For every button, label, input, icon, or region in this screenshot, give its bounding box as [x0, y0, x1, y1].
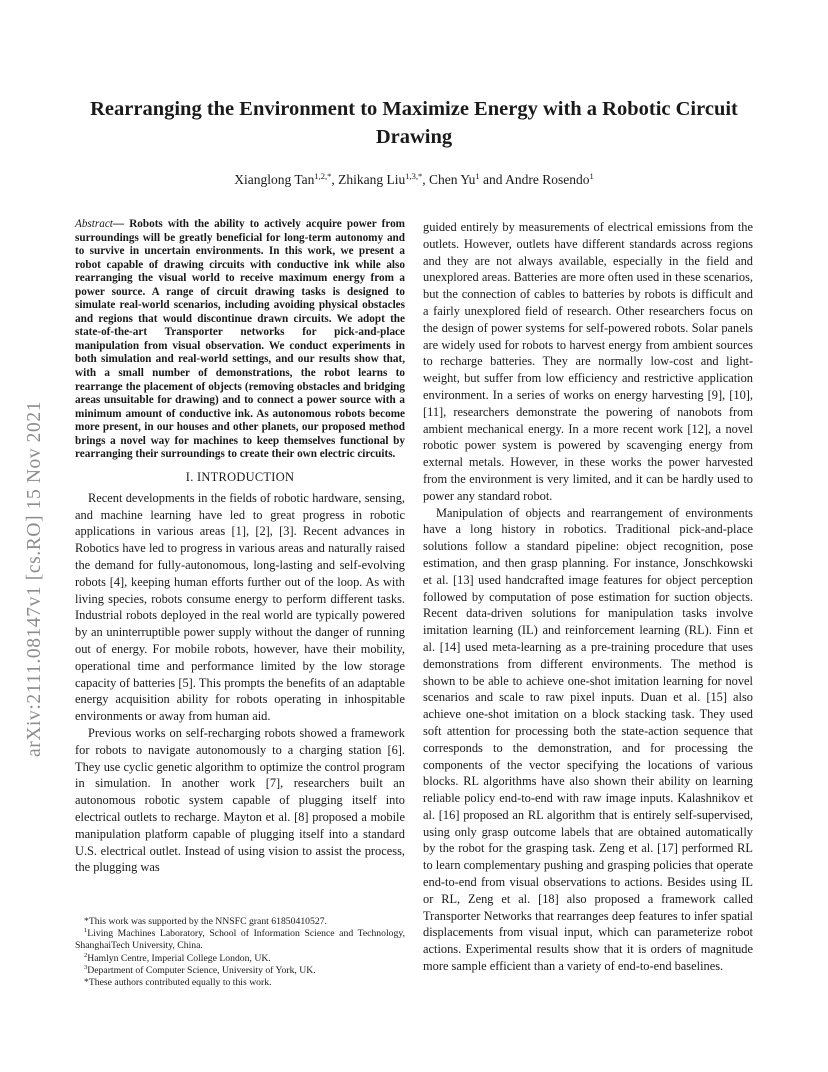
- footnote: [75, 916, 405, 928]
- body-paragraph: Recent developments in the fields of robotic hardware, sensing, and machine learning have led to great progress in robotic applications in various areas [1], [2], [3]. Recent advances in Robotics have led to progress in various areas and naturally raised the demand for fully-autonomous, long-lasting and self-evolving robots [4], keeping human efforts further out of the loop. As with living species, robots consume energy to perform different tasks. Industrial robots deployed in the real world are typically powered by an uninterruptible power supply without the danger of running out of energy. For mobile robots, however, have their mobility, operational time and performance limited by the low storage capacity of batteries [5]. This prompts the benefits of an adaptable energy acquisition ability for robots operating in inhospitable environments or away from human aid.: [75, 490, 405, 724]
- footnote-mark: 2: [84, 951, 88, 959]
- author-list: [70, 171, 758, 189]
- abstract: [75, 218, 405, 462]
- author-affiliation-mark: 1,3,*: [405, 171, 423, 181]
- footnote-text: Living Machines Laboratory, School of Information Science and Technology, ShanghaiTech University, China.: [75, 928, 405, 952]
- author-name: Zhikang Liu: [338, 172, 406, 187]
- footnote-text: *These authors contributed equally to this work.: [84, 977, 272, 989]
- footnote: [75, 928, 405, 952]
- abstract-lead: Abstract: [75, 218, 113, 230]
- author-affiliation-mark: 1: [589, 171, 594, 181]
- right-column: [423, 219, 753, 975]
- abstract-text: — Robots with the ability to actively acquire power from surroundings will be greatly beneficial for long-term autonomy and to survive in uncertain environments. In this work, we present a robot capable of drawing circuits with conductive ink while also rearranging the visual world to receive maximum energy from a power source. A range of circuit drawing tasks is designed to simulate real-world scenarios, including avoiding physical obstacles and regions that would discontinue drawn circuits. We adopt the state-of-the-art Transporter networks for pick-and-place manipulation from visual observation. We conduct experiments in both simulation and real-world settings, and our results show that, with a small number of demonstrations, the robot learns to rearrange the placement of objects (removing obstacles and bridging areas unsuitable for drawing) and to connect a power source with a minimum amount of conductive ink. As autonomous robots become more present, in our houses and other planets, our proposed method brings a novel way for machines to keep themselves functional by rearranging their surroundings to create their own electric circuits.: [75, 218, 405, 461]
- author-separator: ,: [422, 172, 430, 187]
- paper-title: Rearranging the Environment to Maximize Energy with a Robotic Circuit Drawing: [90, 98, 738, 148]
- footnote-mark: 1: [84, 927, 88, 935]
- author-name: Andre Rosendo: [505, 172, 590, 187]
- footnote: [75, 977, 405, 989]
- footnote-text: Hamlyn Centre, Imperial College London, UK.: [87, 952, 271, 964]
- footnote: [75, 965, 405, 977]
- author-affiliation-mark: 1,2,*: [314, 171, 332, 181]
- footnote: [75, 953, 405, 965]
- author-separator: and: [479, 172, 506, 187]
- footnote-text: Department of Computer Science, University of York, UK.: [87, 964, 316, 976]
- author-separator: ,: [331, 172, 339, 187]
- author-name: Xianglong Tan: [234, 172, 315, 187]
- arxiv-stamp: arXiv:2111.08147v1 [cs.RO] 15 Nov 2021: [24, 400, 45, 757]
- body-paragraph: Previous works on self-recharging robots showed a framework for robots to navigate autonomously to a charging station [6]. They use cyclic genetic algorithm to optimize the control program in simulation. In another work [7], researchers built an autonomous robotic system capable of plugging itself into electrical outlets to recharge. Mayton et al. [8] proposed a mobile manipulation platform capable of plugging itself into a standard U.S. electrical outlet. Instead of using vision to assist the process, the plugging was: [75, 726, 405, 875]
- body-paragraph: guided entirely by measurements of electrical emissions from the outlets. However, outlets have different standards across regions and they are not always available, especially in the field and unexplored areas. Batteries are more often used in these scenarios, but the connection of cables to batteries by robots is difficult and a fairly unexplored field of research. Other researchers focus on the design of power systems for self-powered robots. Solar panels are widely used for robots to harvest energy from ambient sources to recharge batteries. They are normally low-cost and light-weight, but suffer from low efficiency and restrictive application environment. In a series of works on energy harvesting [9], [10], [11], researchers demonstrate the powering of nanobots from ambient mechanical energy. In a more recent work [12], a novel robotic power system is powered by scavenging energy from external metals. However, in these works the power harvested from the environment is very limited, and it can be hardly used to power any standard robot.: [423, 220, 753, 503]
- footnote-mark: 3: [84, 963, 88, 971]
- body-paragraph: Manipulation of objects and rearrangement of environments have a long history in robotics. Traditional pick-and-place solutions follow a standard pipeline: object recognition, pose estimation, and then grasp planning. For instance, Jonschkowski et al. [13] used handcrafted image features for object perception followed by computation of pose estimation for suction objects. Recent data-driven solutions for manipulation tasks involve imitation learning (IL) and reinforcement learning (RL). Finn et al. [14] used meta-learning as a pre-training procedure that uses demonstrations from different environments. The method is shown to be able to achieve one-shot imitation learning for novel scenarios and scale to raw pixel inputs. Duan et al. [15] also achieve one-shot imitation on a block stacking task. They used soft attention for processing both the state-action sequence that corresponds to the demonstration, and for processing the components of the vector specifying the locations of various blocks. RL algorithms have also shown their ability on learning reliable policy end-to-end with raw image inputs. Kalashnikov et al. [16] proposed an RL algorithm that is entirely self-supervised, using only grasp outcome labels that are obtained automatically by the robot for the grasping task. Zeng et al. [17] performed RL to learn complementary pushing and grasping policies that operate end-to-end from visual observations to actions. Besides using IL or RL, Zeng et al. [18] also proposed a framework called Transporter Networks that rearranges deep features to infer spatial displacements from visual input, which can parameterize robot actions. Experimental results show that it is orders of magnitude more sample efficient than a variety of end-to-end baselines.: [423, 505, 753, 974]
- footnote-text: *This work was supported by the NNSFC grant 61850410527.: [84, 916, 327, 927]
- author-affiliation-mark: 1: [475, 171, 480, 181]
- section-heading: I. INTRODUCTION: [185, 469, 295, 484]
- author-name: Chen Yu: [429, 172, 476, 187]
- left-column: [75, 218, 405, 876]
- footnotes: [75, 916, 405, 989]
